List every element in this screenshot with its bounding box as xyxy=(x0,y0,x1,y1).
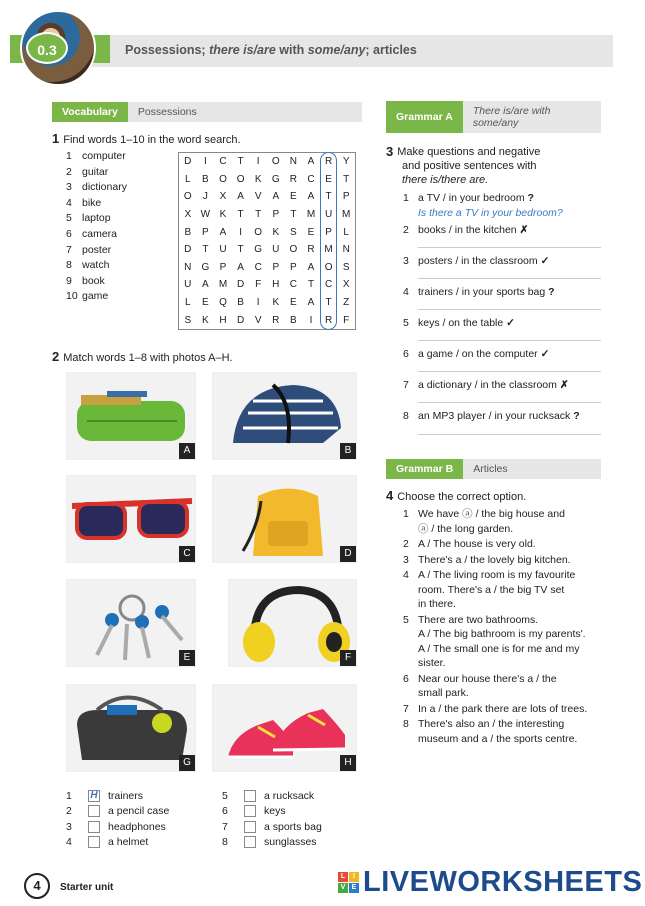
grid-letter[interactable]: O xyxy=(289,244,298,256)
grid-letter[interactable]: T xyxy=(237,209,244,221)
grid-letter[interactable]: M xyxy=(218,279,228,291)
grid-letter[interactable]: K xyxy=(219,209,227,221)
answer-line[interactable] xyxy=(418,309,601,310)
grammar-b-tab xyxy=(386,459,601,479)
photo-letter: D xyxy=(340,546,356,562)
match-list-right xyxy=(222,788,372,850)
answer-box[interactable] xyxy=(88,805,100,817)
grid-letter[interactable]: E xyxy=(307,226,315,238)
grid-letter[interactable]: R xyxy=(289,173,297,185)
grid-letter[interactable]: A xyxy=(237,261,244,273)
grid-letter[interactable]: G xyxy=(201,261,210,273)
photo-h xyxy=(212,684,357,772)
grid-letter[interactable]: U xyxy=(184,279,192,291)
answer-box[interactable] xyxy=(88,836,100,848)
grid-letter[interactable]: H xyxy=(272,279,280,291)
grid-letter[interactable]: V xyxy=(254,191,262,203)
list-item: 4 bike xyxy=(66,196,102,209)
grid-letter[interactable]: K xyxy=(202,314,209,326)
grid-letter[interactable]: R xyxy=(324,314,333,326)
answer-box[interactable] xyxy=(244,805,256,817)
grid-letter[interactable]: F xyxy=(343,314,350,326)
grid-letter[interactable]: E xyxy=(202,297,209,309)
grid-letter[interactable]: T xyxy=(325,191,332,203)
grammar-a-tab-label: Grammar A xyxy=(386,101,463,133)
answer-box[interactable] xyxy=(244,790,256,802)
grid-letter[interactable]: M xyxy=(306,209,316,221)
list-item[interactable]: 2 A / The house is very old. xyxy=(403,538,536,550)
grid-letter[interactable]: H xyxy=(219,314,227,326)
grid-letter[interactable]: A xyxy=(307,261,315,273)
list-item: 1 computer xyxy=(66,150,126,162)
grid-letter[interactable]: I xyxy=(256,297,260,309)
list-item: 7 poster xyxy=(66,243,112,256)
grid-letter[interactable]: T xyxy=(237,244,244,256)
list-item: 2 guitar xyxy=(66,165,109,178)
grid-letter[interactable]: U xyxy=(272,244,280,256)
grid-letter[interactable]: C xyxy=(219,156,227,168)
grid-letter[interactable]: R xyxy=(324,156,333,168)
grid-letter[interactable]: T xyxy=(343,173,350,185)
exercise-1-title: 1 Find words 1–10 in the word search. xyxy=(52,131,241,146)
list-item: 6 camera xyxy=(66,227,118,240)
photo-letter: G xyxy=(179,755,195,771)
list-item[interactable]: 5 There are two bathrooms. A / The big bathroom is my parents'. A / The small one is for me and my sister. xyxy=(403,613,586,669)
grid-letter[interactable]: A xyxy=(307,191,315,203)
answer-line[interactable] xyxy=(418,278,601,279)
answer-line[interactable] xyxy=(418,247,601,248)
grid-letter[interactable]: X xyxy=(219,191,227,203)
grid-letter[interactable]: U xyxy=(219,244,227,256)
vocabulary-tab xyxy=(52,102,362,122)
grid-letter[interactable]: G xyxy=(271,173,280,185)
grammar-a-item: 7 a dictionary / in the classroom ✗ xyxy=(403,379,569,391)
grid-letter[interactable]: B xyxy=(237,297,244,309)
grid-letter[interactable]: T xyxy=(237,156,244,168)
example-answer: Is there a TV in your bedroom? xyxy=(418,207,563,219)
grid-letter[interactable]: T xyxy=(307,279,315,291)
grid-letter[interactable]: A xyxy=(202,279,209,291)
photo-f xyxy=(228,579,357,667)
page-title: Possessions; there is/are with some/any; articles xyxy=(125,43,417,57)
grid-letter[interactable]: S xyxy=(184,314,192,326)
grid-letter[interactable]: L xyxy=(185,173,191,185)
grid-letter[interactable]: D xyxy=(236,314,245,326)
list-item: 2 a pencil case xyxy=(66,805,170,818)
grid-letter[interactable]: Y xyxy=(342,156,350,168)
grid-letter[interactable]: K xyxy=(254,173,262,185)
grid-letter[interactable]: I xyxy=(239,226,242,238)
footer-label: Starter unit xyxy=(60,882,114,893)
grammar-a-item: 3 posters / in the classroom ✓ xyxy=(403,255,550,267)
list-item: 3 headphones xyxy=(66,820,166,833)
grid-letter[interactable]: P xyxy=(202,226,209,238)
grid-letter[interactable]: X xyxy=(342,279,350,291)
photo-letter: E xyxy=(179,650,195,666)
list-item: 8 sunglasses xyxy=(222,836,317,849)
answer-box[interactable]: H xyxy=(88,790,100,802)
grid-letter[interactable]: V xyxy=(254,314,262,326)
grid-letter[interactable]: O xyxy=(324,261,333,273)
photo-letter: B xyxy=(340,443,356,459)
grid-letter[interactable]: N xyxy=(342,244,350,256)
grid-letter[interactable]: T xyxy=(202,244,209,256)
grid-letter[interactable]: F xyxy=(255,279,262,291)
list-item[interactable]: 7 In a / the park there are lots of trees. xyxy=(403,702,588,715)
list-item[interactable]: 8 There's also an / the interesting museum and a / the sports centre. xyxy=(403,718,578,745)
list-item[interactable]: 3 There's a / the lovely big kitchen. xyxy=(403,553,571,566)
grammar-a-tab xyxy=(386,101,601,133)
photo-letter: C xyxy=(179,546,195,562)
grid-letter[interactable]: I xyxy=(256,156,260,168)
grammar-b-list xyxy=(403,507,608,747)
answer-line[interactable] xyxy=(418,402,601,403)
grid-letter[interactable]: T xyxy=(255,209,262,221)
list-item: 8 watch xyxy=(66,259,110,272)
answer-box[interactable] xyxy=(244,836,256,848)
grid-letter[interactable]: M xyxy=(342,209,351,221)
unit-number: 0.3 xyxy=(26,32,68,64)
grid-letter[interactable]: O xyxy=(271,156,280,168)
grid-letter[interactable]: D xyxy=(184,156,192,168)
answer-line[interactable] xyxy=(418,371,601,372)
grammar-a-item: 2 books / in the kitchen ✗ xyxy=(403,224,529,236)
logo-blocks-icon: L I V E xyxy=(338,872,359,893)
grammar-a-tab-sub: There is/are with some/any xyxy=(463,101,601,133)
list-item: 7 a sports bag xyxy=(222,820,322,833)
vocabulary-tab-sub: Possessions xyxy=(128,102,362,122)
grid-letter[interactable]: K xyxy=(272,226,280,238)
grid-letter[interactable]: I xyxy=(309,314,313,326)
grid-letter[interactable]: W xyxy=(200,209,211,221)
keys-icon xyxy=(67,580,196,667)
pencil-case-icon xyxy=(67,373,196,460)
photo-c xyxy=(66,475,196,563)
grid-letter[interactable]: A xyxy=(237,191,244,203)
grid-letter[interactable]: T xyxy=(325,297,332,309)
grammar-a-item: 8 an MP3 player / in your rucksack ? xyxy=(403,410,580,422)
answer-box[interactable] xyxy=(88,821,100,833)
vocabulary-tab-label: Vocabulary xyxy=(52,102,128,122)
list-item: 6 keys xyxy=(222,805,286,818)
photo-b xyxy=(212,372,357,460)
grid-letter[interactable]: K xyxy=(272,297,280,309)
grid-letter[interactable]: P xyxy=(219,261,227,273)
grid-letter[interactable]: I xyxy=(204,156,207,168)
grid-letter[interactable]: P xyxy=(342,191,350,203)
grid-letter[interactable]: A xyxy=(307,156,315,168)
list-item[interactable]: 1 We have ⓐ / the big house and ⓐ / the long garden. xyxy=(403,508,565,535)
grid-letter[interactable]: U xyxy=(324,209,333,221)
photo-a xyxy=(66,372,196,460)
grid-letter[interactable]: P xyxy=(272,209,280,221)
grid-letter[interactable]: D xyxy=(184,244,192,256)
grid-letter[interactable]: L xyxy=(185,297,191,309)
grid-letter[interactable]: N xyxy=(289,156,297,168)
grid-letter[interactable]: P xyxy=(290,261,297,273)
grammar-a-item: 1 a TV / in your bedroom ? xyxy=(403,192,534,204)
grid-letter[interactable]: E xyxy=(325,173,332,185)
headphones-icon xyxy=(229,580,357,667)
exercise-3-title: 3 Make questions and negative and positive sentences with there is/there are. xyxy=(386,144,541,186)
grammar-a-item: 4 trainers / in your sports bag ? xyxy=(403,286,555,298)
grid-letter[interactable]: A xyxy=(307,297,315,309)
grid-letter[interactable]: R xyxy=(272,314,280,326)
list-item: 5 laptop xyxy=(66,212,111,225)
list-item: 5 a rucksack xyxy=(222,789,315,802)
match-list-left xyxy=(66,788,216,850)
answer-box[interactable] xyxy=(244,821,256,833)
rucksack-icon xyxy=(213,476,357,563)
list-item: 9 book xyxy=(66,274,105,287)
page-number: 4 xyxy=(24,873,50,899)
photo-d xyxy=(212,475,357,563)
answer-line[interactable] xyxy=(418,340,601,341)
grid-letter[interactable]: C xyxy=(289,279,297,291)
grid-letter[interactable]: P xyxy=(272,261,280,273)
liveworksheets-logo xyxy=(338,866,642,899)
sports-bag-icon xyxy=(67,685,196,772)
helmet-icon xyxy=(213,373,357,460)
grid-letter[interactable]: D xyxy=(236,279,245,291)
grid-letter[interactable]: B xyxy=(290,314,297,326)
brand-text: LIVEWORKSHEETS xyxy=(363,866,643,898)
grid-letter[interactable]: Z xyxy=(343,297,350,309)
photo-letter: F xyxy=(340,650,356,666)
grid-letter[interactable]: S xyxy=(342,261,350,273)
answer-line[interactable] xyxy=(418,434,601,435)
trainers-icon xyxy=(213,685,357,772)
grid-letter[interactable]: O xyxy=(236,173,245,185)
list-item: 1 H trainers xyxy=(66,789,144,802)
grid-letter[interactable]: M xyxy=(324,244,333,256)
grid-letter[interactable]: C xyxy=(254,261,262,273)
list-item: 4 a helmet xyxy=(66,836,149,849)
grammar-a-item: 5 keys / on the table ✓ xyxy=(403,317,515,329)
exercise-2-title: 2 Match words 1–8 with photos A–H. xyxy=(52,349,233,364)
list-item: 3 dictionary xyxy=(66,181,127,194)
grid-letter[interactable]: L xyxy=(343,226,349,238)
list-item[interactable]: 6 Near our house there's a / the small park. xyxy=(403,672,557,699)
photo-e xyxy=(66,579,196,667)
grammar-a-item: 6 a game / on the computer ✓ xyxy=(403,348,550,360)
grid-letter[interactable]: B xyxy=(184,226,192,238)
grammar-b-tab-sub: Articles xyxy=(463,459,601,479)
sunglasses-icon xyxy=(67,476,196,563)
grid-letter[interactable]: P xyxy=(325,226,332,238)
grid-letter[interactable]: N xyxy=(184,261,192,273)
grid-letter[interactable]: A xyxy=(272,191,280,203)
grid-letter[interactable]: G xyxy=(254,244,263,256)
grid-letter[interactable]: C xyxy=(324,279,333,291)
grid-letter[interactable]: C xyxy=(307,173,315,185)
exercise-4-title: 4 Choose the correct option. xyxy=(386,488,527,503)
word-list xyxy=(66,150,156,306)
photo-letter: H xyxy=(340,755,356,771)
grid-letter[interactable]: E xyxy=(290,297,297,309)
list-item: 10 game xyxy=(66,290,109,303)
found-word-loop xyxy=(320,152,337,330)
grid-letter[interactable]: Q xyxy=(219,297,227,309)
grid-letter[interactable]: A xyxy=(219,226,227,238)
grid-letter[interactable]: X xyxy=(184,209,192,221)
grid-letter[interactable]: T xyxy=(290,209,297,221)
photo-letter: A xyxy=(179,443,195,459)
grid-letter[interactable]: O xyxy=(219,173,227,185)
grammar-b-tab-label: Grammar B xyxy=(386,459,463,479)
photo-g xyxy=(66,684,196,772)
grid-letter[interactable]: O xyxy=(254,226,263,238)
list-item[interactable]: 4 A / The living room is my favourite room. There's a / the big TV set in there. xyxy=(403,569,576,610)
grid-letter[interactable]: O xyxy=(183,191,192,203)
grid-letter[interactable]: E xyxy=(290,191,297,203)
grid-letter[interactable]: J xyxy=(202,191,208,203)
grid-letter[interactable]: B xyxy=(202,173,209,185)
grid-letter[interactable]: R xyxy=(307,244,315,256)
grid-letter[interactable]: S xyxy=(290,226,297,238)
